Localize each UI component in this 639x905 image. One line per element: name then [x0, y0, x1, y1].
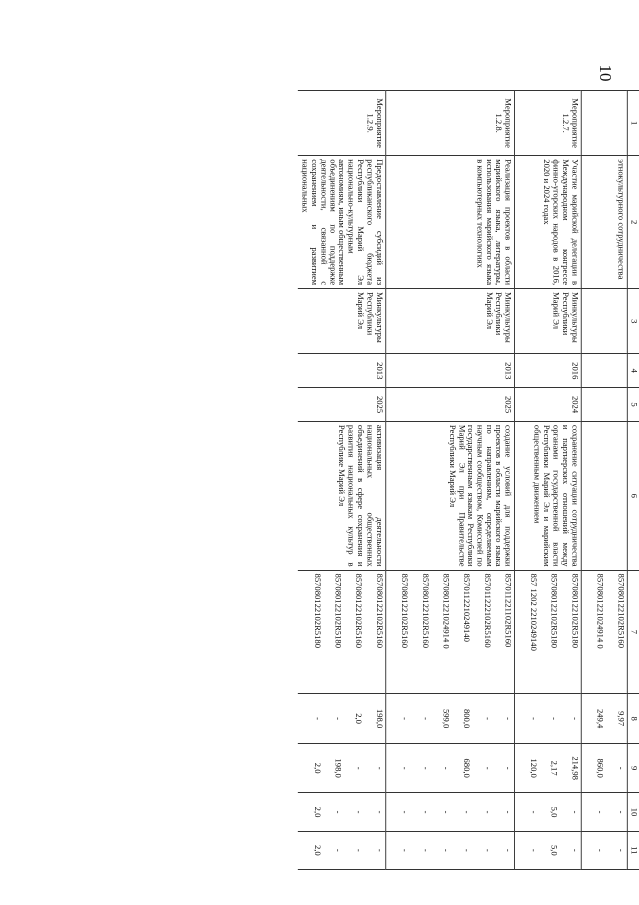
- cell-value: 680,0: [462, 758, 472, 778]
- col-number-2: 2: [627, 156, 639, 289]
- cell-value: 198,0: [374, 708, 385, 729]
- cell-value: 5,0: [549, 844, 560, 856]
- cell-value: -: [570, 810, 580, 814]
- cell-value: -: [441, 848, 452, 852]
- cell-value: -: [400, 717, 410, 721]
- cell-value: -: [374, 848, 385, 852]
- cell-value: -: [462, 810, 472, 814]
- cell-value: 2,0: [312, 844, 323, 856]
- cell-value: 2,0: [312, 806, 323, 818]
- cell-value: -: [483, 717, 493, 721]
- cell-value: -: [354, 848, 364, 852]
- start-year: 2013: [386, 354, 515, 388]
- cell-value: -: [529, 848, 539, 852]
- cell-value: -: [374, 766, 385, 770]
- cell-value: -: [570, 717, 580, 721]
- measure-name: Реализация проектов в области марийского языка, литературы, использования марийского языка в компьютерных технологиях: [386, 156, 515, 289]
- budget-code: 8570112210249140: [462, 573, 472, 642]
- page-number: 10: [596, 64, 615, 82]
- cell-value: -: [503, 766, 514, 770]
- program-measures-table: [298, 90, 639, 870]
- cell-value: -: [616, 810, 626, 814]
- cell-value: -: [595, 810, 606, 814]
- cell-value: -: [400, 848, 410, 852]
- budget-code: 857080122102R5160: [616, 573, 626, 648]
- col-number-5: 5: [627, 388, 639, 422]
- rotated-table-container: [151, 90, 639, 870]
- end-year: 2024: [515, 388, 582, 422]
- budget-code: 857080122102R5160: [374, 573, 385, 648]
- col-number-9: 9: [627, 743, 639, 793]
- cell-value: -: [400, 810, 410, 814]
- cell-value: -: [616, 766, 626, 770]
- executor: Минкультуры Республики Марий Эл: [515, 289, 582, 354]
- measure-result: сохранение ситуации сотрудничества и партнерских отношений между органами государственной власти Республики Марий Эл и марийским общественным движением: [515, 421, 582, 570]
- budget-code: 857 1202 2210249140: [529, 573, 539, 651]
- cell-value: 9,97: [616, 711, 626, 727]
- cell-value: 2,0: [312, 762, 323, 774]
- cell-value: 599,0: [441, 708, 452, 729]
- cell-value: 249,4: [595, 708, 606, 729]
- cell-value: -: [400, 766, 410, 770]
- cell-value: -: [333, 717, 343, 721]
- measure-id: Мероприятие 1.2.7.: [515, 91, 582, 156]
- measure-name: Участие марийской делегации в Международном конгрессе финно-угорских народов в 2016, 2020 и 2024 годах: [515, 156, 582, 289]
- cell-value: -: [483, 766, 493, 770]
- cell-value: 5,0: [549, 806, 560, 818]
- budget-code: 857080122102R5180: [570, 573, 580, 648]
- cell-value: -: [420, 717, 431, 721]
- budget-code: 857080122102R5180: [333, 573, 343, 648]
- cell-value: 860,0: [595, 758, 606, 778]
- cell-value: -: [616, 848, 626, 852]
- cell-value: 214,98: [570, 756, 580, 780]
- col-number-11: 11: [627, 831, 639, 869]
- cell-value: -: [529, 810, 539, 814]
- budget-code: 857080122102R5160: [420, 573, 431, 648]
- budget-code: 857011222102R5160: [483, 573, 493, 648]
- cell-value: -: [420, 810, 431, 814]
- col-number-6: 6: [627, 421, 639, 570]
- col-number-4: 4: [627, 354, 639, 388]
- cell-value: -: [503, 848, 514, 852]
- col-number-1: 1: [627, 91, 639, 156]
- cell-value: -: [333, 810, 343, 814]
- cell-value: -: [333, 848, 343, 852]
- executor: Минкультуры Республики Марий Эл: [386, 289, 515, 354]
- cell-value: -: [354, 810, 364, 814]
- budget-code: 857011221102R5160: [503, 573, 514, 648]
- measure-result: создание условий для поддержки проектов в области марийского языка по направлениям, определяемым научным сообществом, Комиссией по государственным языкам Республики Марий Эл при Правительстве Республики Марий Эл: [386, 421, 515, 570]
- cell-value: -: [529, 717, 539, 721]
- table-row: [581, 91, 627, 870]
- budget-code: 857080122102R5160: [400, 573, 410, 648]
- cell-value: -: [441, 766, 452, 770]
- cell-value: -: [420, 848, 431, 852]
- col-number-7: 7: [627, 570, 639, 694]
- executor: Минкультуры Республики Марий Эл: [298, 289, 386, 354]
- col-number-3: 3: [627, 289, 639, 354]
- cell-value: 800,0: [462, 708, 472, 729]
- cell-value: -: [570, 848, 580, 852]
- cell-value: -: [595, 848, 606, 852]
- end-year: 2025: [386, 388, 515, 422]
- cell-value: 198,0: [333, 758, 343, 778]
- cell-value: -: [503, 810, 514, 814]
- cell-value: 120,0: [529, 758, 539, 778]
- measure-name: Предоставление субсидий из республиканского бюджета Республики Марий Эл национально-культурным автономиям, иным общественным объединениям по поддержке деятельности, связанной с сохранением и развитием национальных: [298, 156, 386, 289]
- measure-name: этнокультурного сотрудничества: [581, 156, 627, 289]
- cell-value: -: [374, 810, 385, 814]
- table-row: [298, 91, 386, 870]
- cell-value: -: [483, 810, 493, 814]
- cell-value: -: [549, 717, 560, 721]
- end-year: 2025: [298, 388, 386, 422]
- cell-value: -: [420, 766, 431, 770]
- measure-id: Мероприятие 1.2.8.: [386, 91, 515, 156]
- measure-id: Мероприятие 1.2.9.: [298, 91, 386, 156]
- budget-code: 8570801221024914 0: [595, 573, 606, 649]
- col-number-10: 10: [627, 793, 639, 831]
- cell-value: -: [441, 810, 452, 814]
- cell-value: -: [462, 848, 472, 852]
- cell-value: 2,17: [549, 760, 560, 776]
- budget-code: 857080122102R5180: [312, 573, 323, 648]
- measure-result: активизация деятельности национальных общественных объединений в сфере сохранения и развития национальных культур в Республике Марий Эл: [298, 421, 386, 570]
- cell-value: -: [354, 766, 364, 770]
- start-year: 2016: [515, 354, 582, 388]
- cell-value: -: [312, 717, 323, 721]
- budget-code: 857080122102R5180: [549, 573, 560, 648]
- budget-code: 8570801221024914 0: [441, 573, 452, 649]
- col-number-8: 8: [627, 694, 639, 744]
- table-row: [386, 91, 515, 870]
- budget-code: 857080122102R5160: [354, 573, 364, 648]
- cell-value: -: [503, 717, 514, 721]
- start-year: 2013: [298, 354, 386, 388]
- column-number-row: [627, 91, 639, 870]
- cell-value: 2,0: [354, 713, 364, 724]
- cell-value: -: [483, 848, 493, 852]
- table-row: [515, 91, 582, 870]
